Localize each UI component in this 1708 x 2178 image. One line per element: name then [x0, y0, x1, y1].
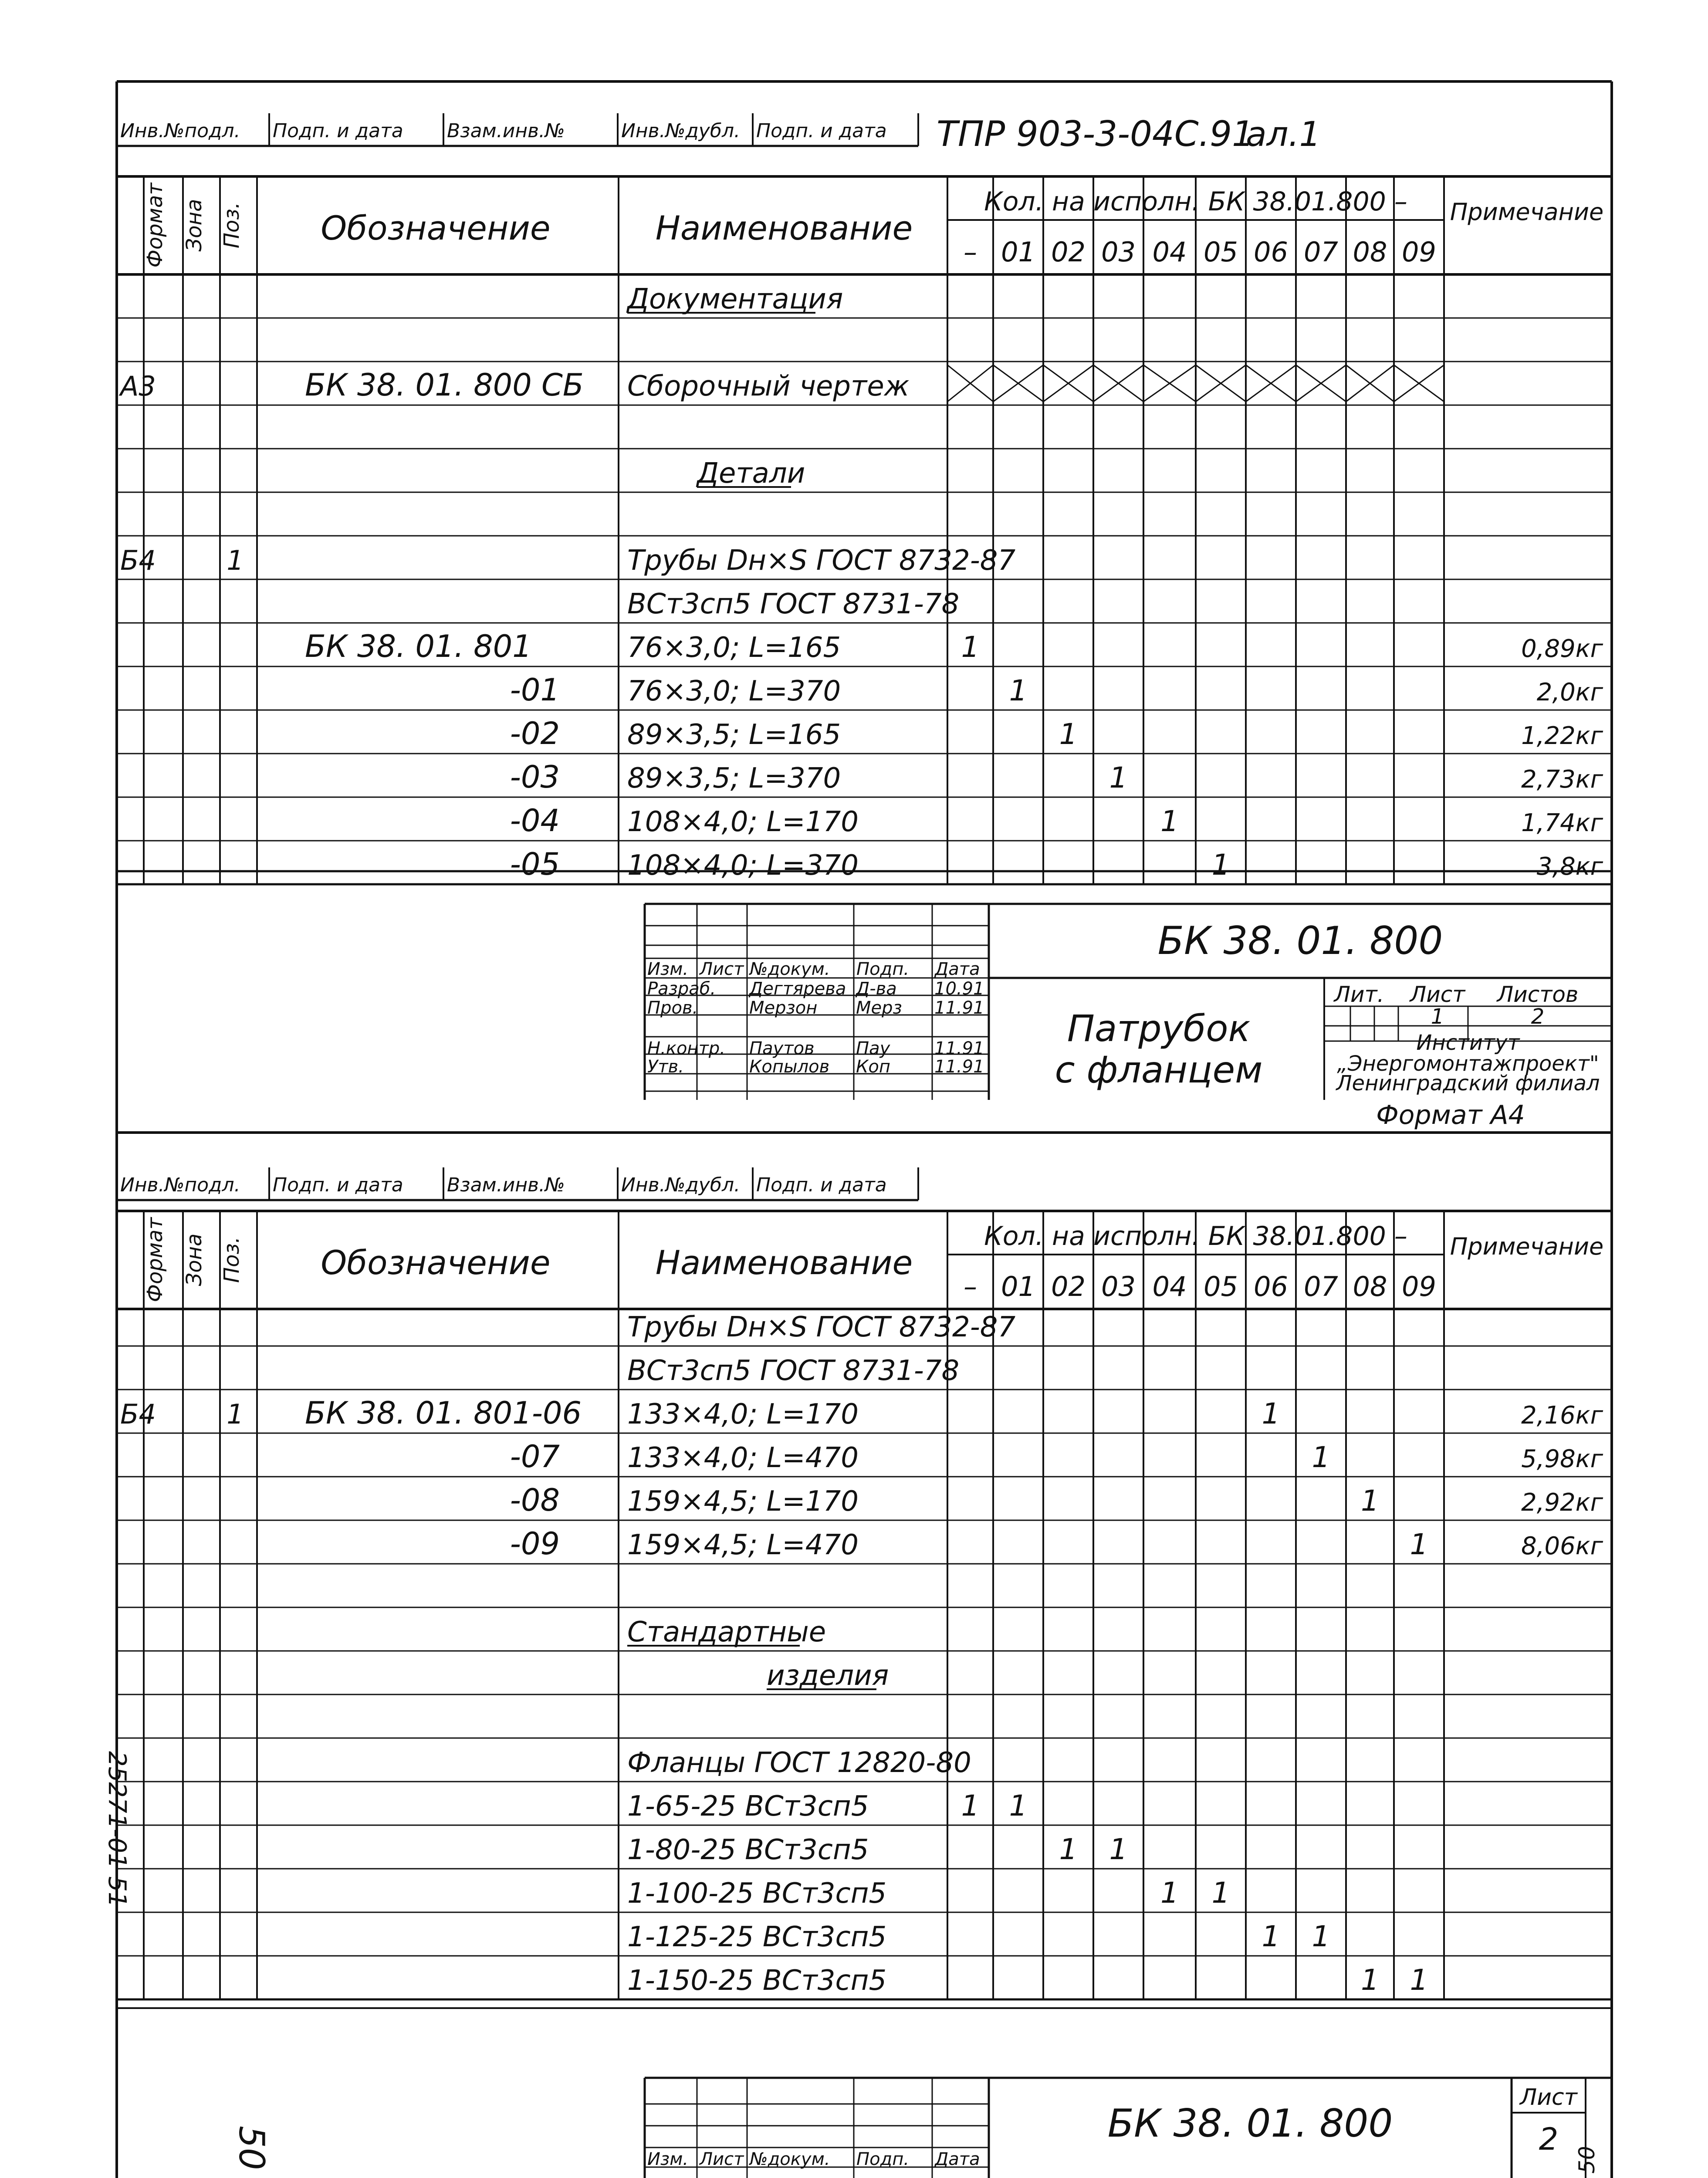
col-designation-head: Обозначение — [321, 209, 551, 247]
titleblock-label: Лист — [700, 2149, 744, 2169]
archive-cell-label: Подп. и дата — [273, 120, 403, 142]
margin-page-number-right: 50 — [1574, 2146, 1600, 2174]
archive-cell-label: Подп. и дата — [756, 1174, 887, 1196]
cell-name: ВСт3сп5 ГОСТ 8731-78 — [627, 1355, 960, 1387]
cell-name: 133×4,0; L=170 — [627, 1398, 859, 1431]
sheet-label: Лист — [1410, 982, 1465, 1007]
cell-name: Стандартные — [627, 1616, 826, 1648]
qty-value: 1 — [1160, 805, 1179, 838]
archive-cell-label: Подп. и дата — [273, 1174, 403, 1196]
archive-cell-label: Инв.№подл. — [120, 120, 240, 142]
cell-name: 108×4,0; L=370 — [627, 849, 859, 882]
cell-name: 1-100-25 ВСт3сп5 — [627, 1877, 887, 1910]
variant-head: 01 — [1001, 236, 1035, 268]
cell-designation: -08 — [510, 1482, 560, 1518]
qty-value: 1 — [1009, 674, 1028, 707]
qty-value: 1 — [1109, 1833, 1128, 1866]
qty-value: 1 — [1410, 1528, 1428, 1561]
variant-head: 08 — [1353, 1271, 1387, 1302]
cell-position: 1 — [227, 544, 244, 576]
cell-name: 1-80-25 ВСт3сп5 — [627, 1834, 869, 1866]
variant-head: 02 — [1051, 236, 1086, 268]
variant-head: 09 — [1402, 236, 1436, 268]
margin-page-number: 50 — [231, 2126, 272, 2170]
qty-value: 1 — [1262, 1397, 1280, 1431]
staff-name: Копылов — [749, 1057, 830, 1077]
format-label: Формат А4 — [1376, 1100, 1525, 1130]
cell-designation: БК 38. 01. 800 СБ — [305, 367, 584, 403]
qty-value: 1 — [1009, 1789, 1028, 1823]
qty-value: 1 — [1361, 1484, 1379, 1518]
variant-head: 07 — [1304, 236, 1338, 268]
variant-head: 08 — [1353, 236, 1387, 268]
qty-value: 1 — [1059, 1833, 1078, 1866]
cell-name: 89×3,5; L=165 — [627, 719, 841, 751]
staff-signature: Пау — [856, 1038, 890, 1059]
variant-head: – — [964, 1271, 977, 1302]
titleblock-label: Дата — [935, 2149, 980, 2169]
staff-signature: Мерз — [856, 998, 902, 1018]
lit-label: Лит. — [1334, 982, 1384, 1007]
cell-name: 76×3,0; L=165 — [627, 632, 841, 664]
staff-role: Утв. — [647, 1057, 684, 1077]
qty-value: 1 — [961, 1789, 980, 1823]
col-zone-head: Зона — [182, 199, 206, 252]
archive-cell-label: Взам.инв.№ — [447, 1174, 565, 1196]
cell-note: 8,06кг — [1521, 1532, 1603, 1560]
qty-value: 1 — [1361, 1963, 1379, 1997]
col-qty-head: Кол. на исполн. БК 38.01.800 – — [984, 1221, 1407, 1251]
org-name: Институт — [1416, 1031, 1520, 1055]
cell-note: 1,74кг — [1521, 809, 1603, 837]
cell-name: 159×4,5; L=470 — [627, 1529, 859, 1561]
cell-note: 2,0кг — [1536, 678, 1603, 707]
sheet-number: 1 — [1431, 1004, 1444, 1029]
sheet-number: 2 — [1539, 2121, 1559, 2157]
qty-value: 1 — [1312, 1920, 1330, 1953]
col-designation-head: Обозначение — [321, 1243, 551, 1282]
qty-value: 1 — [1410, 1963, 1428, 1997]
titleblock-label: Подп. — [856, 2149, 910, 2169]
archive-cell-label: Инв.№дубл. — [621, 1174, 741, 1196]
sheets-label: Листов — [1497, 982, 1579, 1007]
cell-designation: БК 38. 01. 801-06 — [305, 1395, 582, 1431]
cell-designation: -05 — [510, 846, 560, 882]
staff-date: 11.91 — [934, 1057, 984, 1077]
variant-head: 04 — [1152, 1271, 1187, 1302]
cell-format: Б4 — [120, 544, 156, 576]
titleblock-label: Подп. — [856, 959, 910, 979]
cell-designation: -04 — [510, 803, 560, 839]
qty-value: 1 — [961, 630, 980, 664]
col-format-head: Формат — [143, 183, 167, 268]
staff-name: Дегтярева — [749, 979, 846, 999]
cell-name: 1-125-25 ВСт3сп5 — [627, 1921, 887, 1953]
cell-format: Б4 — [120, 1398, 156, 1430]
cell-name: изделия — [767, 1660, 889, 1692]
cell-name: Трубы Dн×S ГОСТ 8732-87 — [627, 544, 1016, 577]
col-format-head: Формат — [143, 1217, 167, 1302]
variant-head: 09 — [1402, 1271, 1436, 1302]
archive-cell-label: Инв.№подл. — [120, 1174, 240, 1196]
staff-date: 11.91 — [934, 998, 984, 1018]
col-qty-head: Кол. на исполн. БК 38.01.800 – — [984, 186, 1407, 217]
archive-cell-label: Инв.№дубл. — [621, 120, 741, 142]
cell-note: 2,16кг — [1521, 1401, 1603, 1430]
doc-code: ТПР 903-3-04С.91 — [937, 114, 1254, 154]
staff-role: Пров. — [647, 998, 698, 1018]
cell-name: 159×4,5; L=170 — [627, 1485, 859, 1518]
cell-name: Документация — [627, 283, 843, 315]
margin-inventory: 25271-01 51 — [103, 1751, 131, 1907]
cell-designation: -07 — [510, 1439, 560, 1475]
titleblock-label: Изм. — [647, 2149, 689, 2169]
cell-designation: -01 — [510, 672, 560, 708]
qty-value: 1 — [1312, 1441, 1330, 1474]
staff-role: Разраб. — [647, 979, 716, 999]
variant-head: 05 — [1204, 236, 1238, 268]
staff-date: 10.91 — [934, 979, 984, 999]
cell-designation: -02 — [510, 716, 560, 751]
cell-name: 133×4,0; L=470 — [627, 1442, 859, 1474]
col-zone-head: Зона — [182, 1233, 206, 1286]
variant-head: 01 — [1001, 1271, 1035, 1302]
col-name-head: Наименование — [655, 1243, 913, 1282]
archive-cell-label: Взам.инв.№ — [447, 120, 565, 142]
org-name: „Энергомонтажпроект" — [1337, 1052, 1599, 1076]
variant-head: 02 — [1051, 1271, 1086, 1302]
staff-signature: Коп — [856, 1057, 891, 1077]
col-pos-head: Поз. — [220, 202, 244, 249]
variant-head: 05 — [1204, 1271, 1238, 1302]
staff-role: Н.контр. — [647, 1038, 725, 1059]
staff-date: 11.91 — [934, 1038, 984, 1059]
titleblock-label: Дата — [935, 959, 980, 979]
cell-name: Трубы Dн×S ГОСТ 8732-87 — [627, 1311, 1016, 1343]
titleblock-label: №докум. — [750, 2149, 830, 2169]
archive-cell-label: Подп. и дата — [756, 120, 887, 142]
qty-value: 1 — [1211, 1876, 1230, 1910]
titleblock-label: Лист — [700, 959, 744, 979]
titleblock-label: №докум. — [750, 959, 830, 979]
cell-designation: БК 38. 01. 801 — [305, 629, 532, 664]
org-name: Ленинградский филиал — [1336, 1071, 1600, 1096]
cell-note: 2,92кг — [1521, 1488, 1603, 1517]
cell-name: ВСт3сп5 ГОСТ 8731-78 — [627, 588, 960, 620]
titleblock-code: БК 38. 01. 800 — [1107, 2101, 1393, 2146]
variant-head: – — [964, 236, 977, 268]
qty-value: 1 — [1211, 848, 1230, 882]
cell-position: 1 — [227, 1398, 244, 1430]
cell-note: 3,8кг — [1536, 852, 1603, 881]
titleblock-title: Патрубок — [1067, 1007, 1251, 1050]
col-name-head: Наименование — [655, 209, 913, 247]
qty-value: 1 — [1059, 717, 1078, 751]
titleblock-code: БК 38. 01. 800 — [1157, 918, 1443, 963]
sheets-total: 2 — [1531, 1004, 1545, 1029]
staff-name: Паутов — [749, 1038, 815, 1059]
cell-name: 89×3,5; L=370 — [627, 762, 841, 795]
titleblock-title: с фланцем — [1055, 1048, 1263, 1091]
qty-value: 1 — [1160, 1876, 1179, 1910]
titleblock-label: Изм. — [647, 959, 689, 979]
staff-signature: Д-ва — [856, 979, 897, 999]
cell-name: 76×3,0; L=370 — [627, 675, 841, 707]
cell-name: 1-150-25 ВСт3сп5 — [627, 1965, 887, 1997]
cell-name: Фланцы ГОСТ 12820-80 — [627, 1747, 971, 1779]
cell-note: 1,22кг — [1521, 722, 1603, 750]
variant-head: 04 — [1152, 236, 1187, 268]
album-label: ал.1 — [1246, 115, 1321, 154]
col-pos-head: Поз. — [220, 1236, 244, 1283]
qty-value: 1 — [1109, 761, 1128, 795]
variant-head: 03 — [1101, 236, 1136, 268]
cell-designation: -03 — [510, 759, 560, 795]
cell-name: 108×4,0; L=170 — [627, 806, 859, 838]
cell-note: 0,89кг — [1521, 635, 1603, 663]
variant-head: 06 — [1254, 1271, 1288, 1302]
sheet-label: Лист — [1520, 2084, 1577, 2110]
col-note-head: Примечание — [1450, 198, 1604, 226]
cell-name: Детали — [697, 457, 805, 490]
variant-head: 06 — [1254, 236, 1288, 268]
cell-designation: -09 — [510, 1526, 560, 1562]
qty-value: 1 — [1262, 1920, 1280, 1953]
variant-head: 07 — [1304, 1271, 1338, 1302]
variant-head: 03 — [1101, 1271, 1136, 1302]
cell-name: 1-65-25 ВСт3сп5 — [627, 1790, 869, 1823]
cell-format: А3 — [120, 370, 156, 402]
staff-name: Мерзон — [749, 998, 818, 1018]
col-note-head: Примечание — [1450, 1233, 1604, 1260]
cell-note: 5,98кг — [1521, 1445, 1603, 1473]
cell-note: 2,73кг — [1521, 765, 1603, 794]
cell-name: Сборочный чертеж — [627, 370, 910, 402]
